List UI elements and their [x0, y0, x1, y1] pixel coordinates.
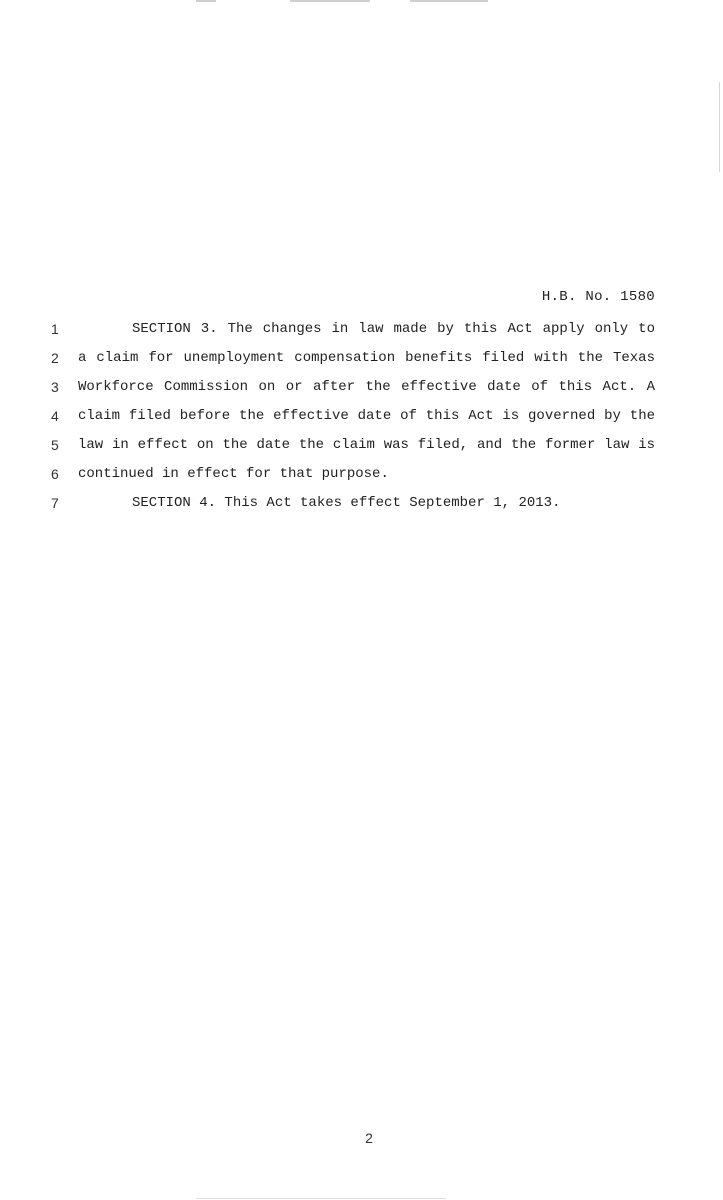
- scan-artifact-bottom: [196, 1198, 446, 1199]
- line-text: continued in effect for that purpose.: [78, 466, 389, 482]
- line-text: a claim for unemployment compensation benefits filed with the Texas: [78, 350, 655, 366]
- line-number: 5: [51, 437, 59, 453]
- scan-artifact-top: [290, 0, 370, 2]
- line-number: 4: [51, 408, 59, 424]
- scan-artifact-side: [719, 82, 720, 172]
- line-text: Workforce Commission on or after the effective date of this Act. A: [78, 379, 655, 395]
- numbered-text-lines: [0, 318, 723, 521]
- line-text: SECTION 3. The changes in law made by this Act apply only to: [132, 321, 655, 337]
- text-line: [0, 492, 723, 521]
- line-text: SECTION 4. This Act takes effect September 1, 2013.: [132, 495, 561, 511]
- line-number: 2: [51, 350, 59, 366]
- bill-number: H.B. No. 1580: [541, 289, 655, 305]
- text-line: [0, 376, 723, 405]
- scan-artifact-top: [410, 0, 488, 2]
- line-number: 3: [51, 379, 59, 395]
- line-text: claim filed before the effective date of this Act is governed by the: [78, 408, 655, 424]
- line-number: 7: [51, 495, 59, 511]
- text-line: [0, 405, 723, 434]
- line-number: 1: [51, 321, 59, 337]
- text-line: [0, 318, 723, 347]
- text-line: [0, 434, 723, 463]
- page-number: 2: [365, 1130, 373, 1146]
- line-text: law in effect on the date the claim was filed, and the former law is: [78, 437, 655, 453]
- text-line: [0, 347, 723, 376]
- line-number: 6: [51, 466, 59, 482]
- scan-artifact-top: [196, 0, 216, 2]
- text-line: [0, 463, 723, 492]
